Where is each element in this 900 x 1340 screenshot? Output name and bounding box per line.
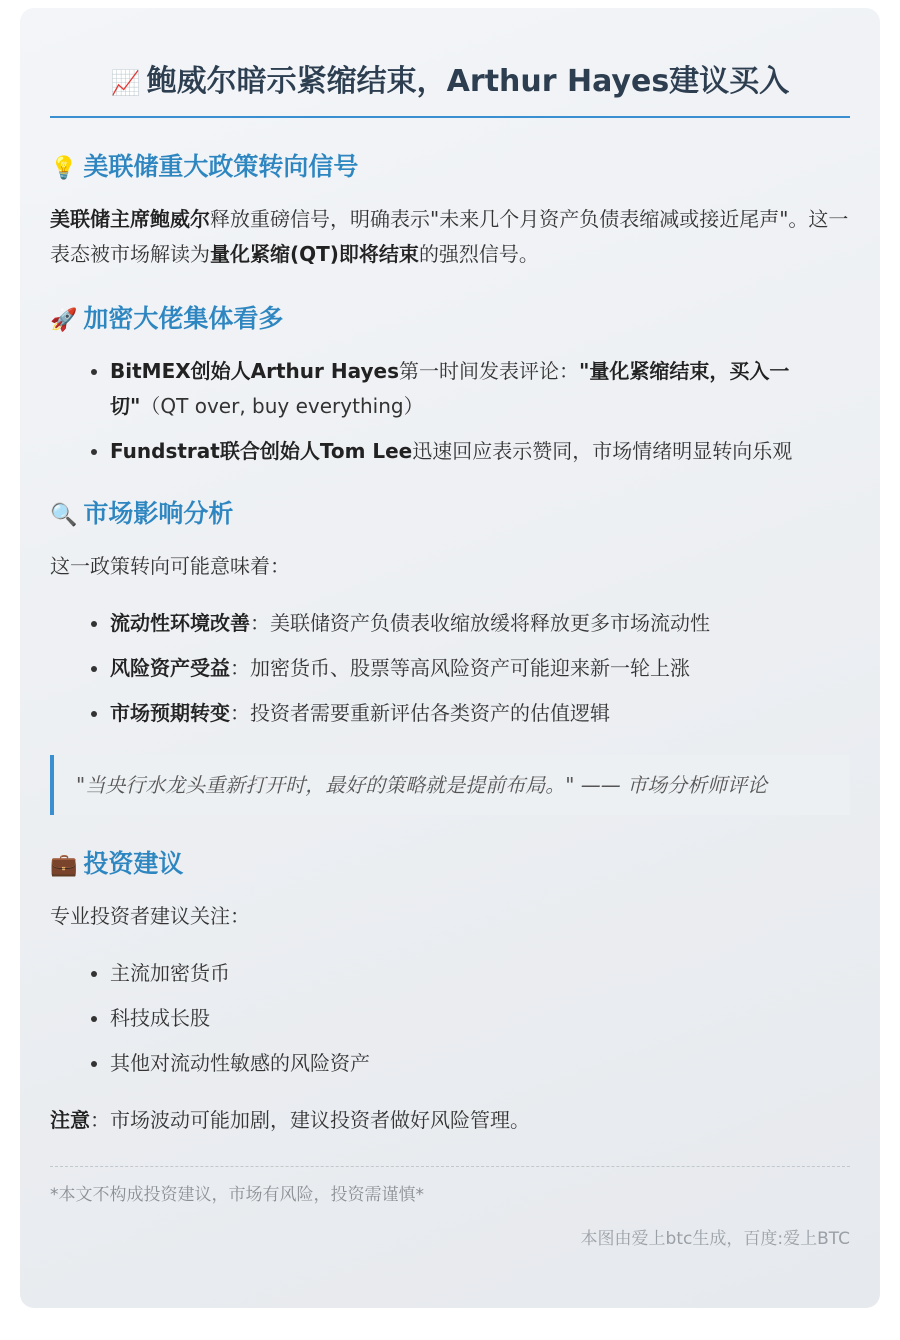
bold-text: BitMEX创始人Arthur Hayes [110, 359, 399, 383]
list-item: • 主流加密货币 [110, 956, 850, 991]
chart-increasing-icon: 📈 [110, 69, 141, 97]
list-item [110, 696, 850, 731]
briefcase-icon: 💼 [50, 853, 78, 878]
bold-text: 市场预期转变 [110, 701, 230, 725]
body-text: ：投资者需要重新评估各类资产的估值逻辑 [230, 701, 610, 725]
bold-text: "量化紧缩结束，买入一切" [110, 359, 790, 418]
body-text: 的强烈信号。 [418, 242, 539, 266]
bold-text: 注意 [50, 1108, 90, 1132]
bold-text: 美联储主席鲍威尔 [50, 207, 210, 231]
bold-text: 流动性环境改善 [110, 611, 250, 635]
investment-advice-intro: 专业投资者建议关注： [50, 904, 250, 928]
article-card [20, 8, 880, 1308]
market-impact-list [50, 606, 850, 731]
section-heading-investment-advice [50, 847, 850, 881]
page-title-text: 鲍威尔暗示紧缩结束，Arthur Hayes建议买入 [146, 64, 790, 99]
footer-divider [50, 1166, 850, 1167]
light-bulb-icon: 💡 [50, 156, 78, 181]
analyst-quote: "当央行水龙头重新打开时，最好的策略就是提前布局。" —— 市场分析师评论 [50, 755, 850, 815]
page-title [50, 8, 850, 118]
bold-text: 量化紧缩(QT)即将结束 [210, 242, 419, 266]
body-text: 释放重磅信号，明确表示"未来几个月资产负债表缩减或接近尾声"。这一表态被市场解读为 [50, 207, 849, 266]
section-heading-text: 加密大佬集体看多 [83, 304, 284, 333]
investment-advice-list [50, 956, 850, 1081]
crypto-bulls-list [50, 354, 850, 469]
section-heading-fed-signal [50, 150, 850, 184]
body-text: 第一时间发表评论： [398, 359, 579, 383]
section-heading-text: 美联储重大政策转向信号 [83, 152, 359, 181]
list-item [110, 434, 850, 469]
bold-text: Fundstrat联合创始人Tom Lee [110, 439, 413, 463]
list-item [110, 354, 830, 424]
body-text: ：市场波动可能加剧，建议投资者做好风险管理。 [90, 1108, 530, 1132]
credit-line: 本图由爱上btc生成，百度:爱上BTC [580, 1229, 850, 1249]
body-text: （QT over, buy everything） [140, 394, 424, 418]
section-heading-market-impact [50, 497, 850, 531]
section-heading-crypto-bulls [50, 302, 850, 336]
market-impact-intro: 这一政策转向可能意味着： [50, 554, 290, 578]
list-item: • 其他对流动性敏感的风险资产 [110, 1046, 850, 1081]
fed-signal-paragraph [50, 202, 850, 272]
body-text: ：美联储资产负债表收缩放缓将释放更多市场流动性 [250, 611, 710, 635]
rocket-icon: 🚀 [50, 308, 78, 333]
risk-note [50, 1103, 850, 1138]
list-item [110, 606, 850, 641]
magnifying-glass-icon: 🔍 [50, 503, 78, 528]
section-heading-text: 投资建议 [83, 849, 184, 878]
list-item: • 科技成长股 [110, 1001, 850, 1036]
list-item [110, 651, 850, 686]
bold-text: 风险资产受益 [110, 656, 230, 680]
disclaimer: *本文不构成投资建议，市场有风险，投资需谨慎* [50, 1185, 424, 1205]
body-text: ：加密货币、股票等高风险资产可能迎来新一轮上涨 [230, 656, 690, 680]
body-text: 迅速回应表示赞同，市场情绪明显转向乐观 [412, 439, 793, 463]
section-heading-text: 市场影响分析 [83, 499, 234, 528]
